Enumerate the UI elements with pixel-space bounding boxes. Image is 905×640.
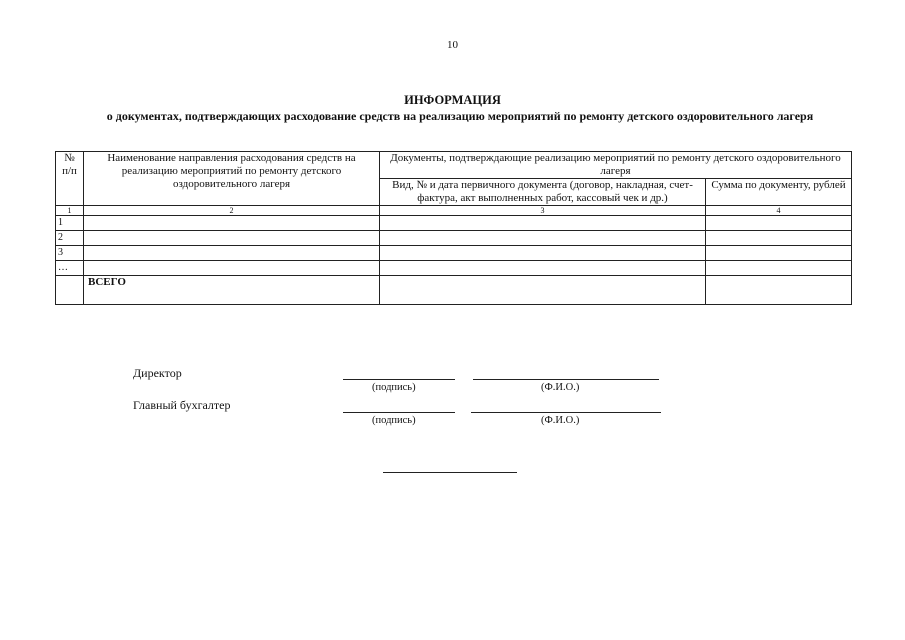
page-number: 10 xyxy=(447,39,458,51)
total-label: ВСЕГО xyxy=(84,276,380,305)
column-number: 3 xyxy=(380,206,706,216)
empty-cell xyxy=(380,246,706,261)
column-number: 4 xyxy=(706,206,852,216)
row-number: 1 xyxy=(56,216,84,231)
empty-cell xyxy=(56,276,84,305)
accountant-signature-line xyxy=(343,412,455,413)
empty-cell xyxy=(380,216,706,231)
row-number: 3 xyxy=(56,246,84,261)
column-number-row xyxy=(56,206,852,216)
column-number: 2 xyxy=(84,206,380,216)
director-name-line xyxy=(473,379,659,380)
total-row xyxy=(56,276,852,305)
table-header-row xyxy=(56,152,852,179)
empty-cell xyxy=(380,231,706,246)
empty-cell xyxy=(84,246,380,261)
document-title: ИНФОРМАЦИЯ xyxy=(404,93,501,107)
empty-cell xyxy=(84,231,380,246)
director-label: Директор xyxy=(133,366,182,380)
row-number: … xyxy=(56,261,84,276)
accountant-name-caption: (Ф.И.О.) xyxy=(541,415,580,426)
table-row xyxy=(56,261,852,276)
table-row xyxy=(56,216,852,231)
header-doc-type: Вид, № и дата первичного документа (договор, накладная, счет-фактура, акт выполненных работ, кассовый чек и др.) xyxy=(380,179,706,206)
empty-cell xyxy=(706,216,852,231)
empty-cell xyxy=(706,231,852,246)
header-num: № п/п xyxy=(56,152,84,206)
accountant-name-line xyxy=(471,412,661,413)
header-name: Наименование направления расходования средств на реализацию мероприятий по ремонту детского оздоровительного лагеря xyxy=(84,152,380,206)
director-signature-caption: (подпись) xyxy=(372,382,416,393)
header-sum: Сумма по документу, рублей xyxy=(706,179,852,206)
column-number: 1 xyxy=(56,206,84,216)
empty-cell xyxy=(706,276,852,305)
empty-cell xyxy=(380,261,706,276)
table-row xyxy=(56,246,852,261)
empty-cell xyxy=(84,261,380,276)
row-number: 2 xyxy=(56,231,84,246)
empty-cell xyxy=(706,246,852,261)
info-table xyxy=(55,151,852,305)
empty-cell xyxy=(706,261,852,276)
accountant-label: Главный бухгалтер xyxy=(133,398,231,412)
director-signature-line xyxy=(343,379,455,380)
accountant-signature-caption: (подпись) xyxy=(372,415,416,426)
document-subtitle: о документах, подтверждающих расходование средств на реализацию мероприятий по ремонту детского оздоровительного лагеря xyxy=(106,109,814,123)
empty-cell xyxy=(380,276,706,305)
table-row xyxy=(56,231,852,246)
end-divider xyxy=(383,472,517,473)
header-docs: Документы, подтверждающие реализацию мероприятий по ремонту детского оздоровительного лагеря xyxy=(380,152,852,179)
empty-cell xyxy=(84,216,380,231)
director-name-caption: (Ф.И.О.) xyxy=(541,382,580,393)
